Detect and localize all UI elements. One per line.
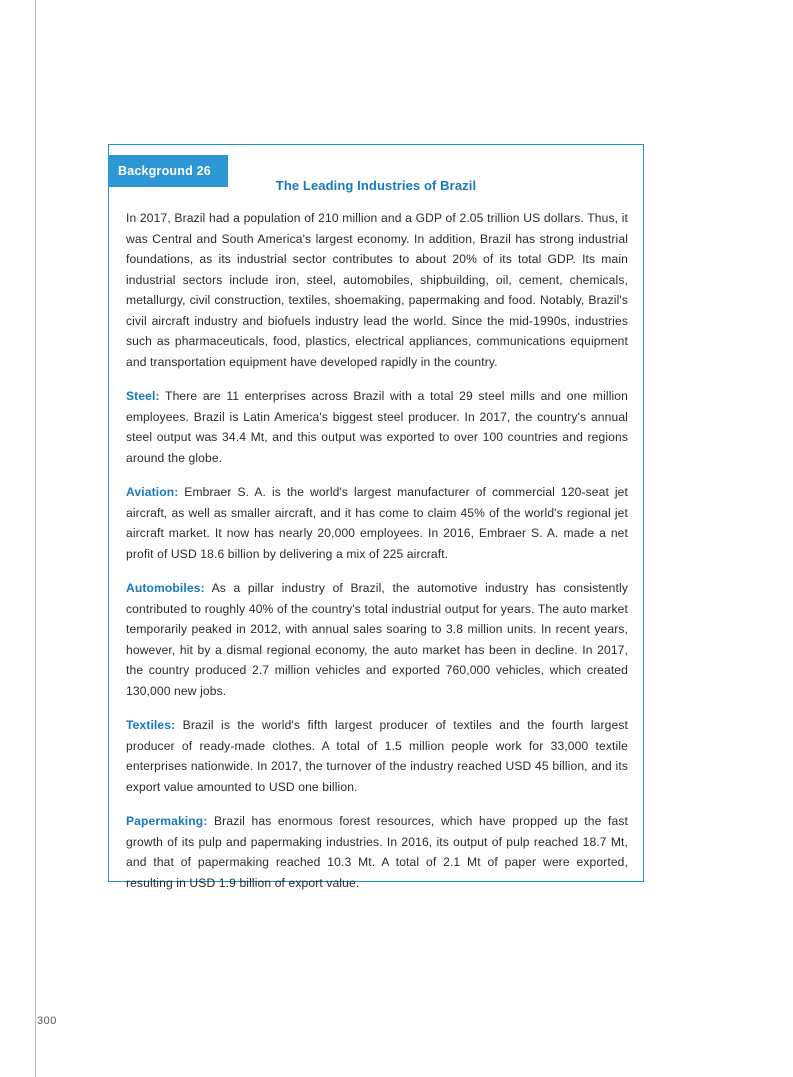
- paragraph-lead-textiles: Textiles:: [126, 718, 176, 732]
- paragraph-lead-automobiles: Automobiles:: [126, 581, 205, 595]
- paragraph-textiles: [126, 715, 628, 797]
- paragraph-automobiles: [126, 578, 628, 701]
- callout-body: [126, 208, 628, 893]
- paragraph-steel: [126, 386, 628, 468]
- paragraph-lead-aviation: Aviation:: [126, 485, 179, 499]
- page-number: 300: [37, 1015, 57, 1027]
- callout-title: The Leading Industries of Brazil: [275, 178, 477, 193]
- paragraph-text: Embraer S. A. is the world's largest manufacturer of commercial 120-seat jet aircraft, as well as smaller aircraft, and it has come to claim 45% of the world's regional jet aircraft market. It now has nearly 20,000 employees. In 2016, Embraer S. A. made a net profit of USD 18.6 billion by delivering a mix of 225 aircraft.: [126, 485, 628, 561]
- paragraph-text: Brazil is the world's fifth largest producer of textiles and the fourth largest producer of ready-made clothes. A total of 1.5 million people work for 33,000 textile enterprises nationwide. In 2017, the turnover of the industry reached USD 45 billion, and its export value amounted to USD one billion.: [126, 718, 628, 794]
- paragraph-text: As a pillar industry of Brazil, the automotive industry has consistently contributed to roughly 40% of the country's total industrial output for years. The auto market temporarily peaked in 2012, with annual sales soaring to 3.8 million units. In recent years, however, hit by a dismal regional economy, the auto market has been in decline. In 2017, the country produced 2.7 million vehicles and exported 760,000 vehicles, which created 130,000 new jobs.: [126, 581, 628, 698]
- paragraph-text: There are 11 enterprises across Brazil with a total 29 steel mills and one million employees. Brazil is Latin America's biggest steel producer. In 2017, the country's annual steel output was 34.4 Mt, and this output was exported to over 100 countries and regions around the globe.: [126, 389, 628, 465]
- page-margin-rule: [35, 0, 36, 1077]
- paragraph-text: Brazil has enormous forest resources, which have propped up the fast growth of its pulp and papermaking industries. In 2016, its output of pulp reached 18.7 Mt, and that of papermaking reached 10.3 Mt. A total of 2.1 Mt of paper were exported, resulting in USD 1.9 billion of export value.: [126, 814, 628, 890]
- paragraph-text: In 2017, Brazil had a population of 210 million and a GDP of 2.05 trillion US dollars. Thus, it was Central and South America's largest economy. In addition, Brazil has strong industrial foundations, as its industrial sector contributes to about 20% of its total GDP. Its main industrial sectors include iron, steel, automobiles, shipbuilding, oil, cement, chemicals, metallurgy, civil construction, textiles, shoemaking, papermaking and food. Notably, Brazil's civil aircraft industry and biofuels industry lead the world. Since the mid-1990s, industries such as pharmaceuticals, food, plastics, electrical appliances, communications equipment and transportation equipment have developed rapidly in the country.: [126, 211, 628, 369]
- paragraph-aviation: [126, 482, 628, 564]
- background-tab-text: Background 26: [118, 164, 211, 178]
- paragraph-lead-papermaking: Papermaking:: [126, 814, 208, 828]
- paragraph-papermaking: [126, 811, 628, 893]
- paragraph-lead-steel: Steel:: [126, 389, 160, 403]
- paragraph-intro: [126, 208, 628, 372]
